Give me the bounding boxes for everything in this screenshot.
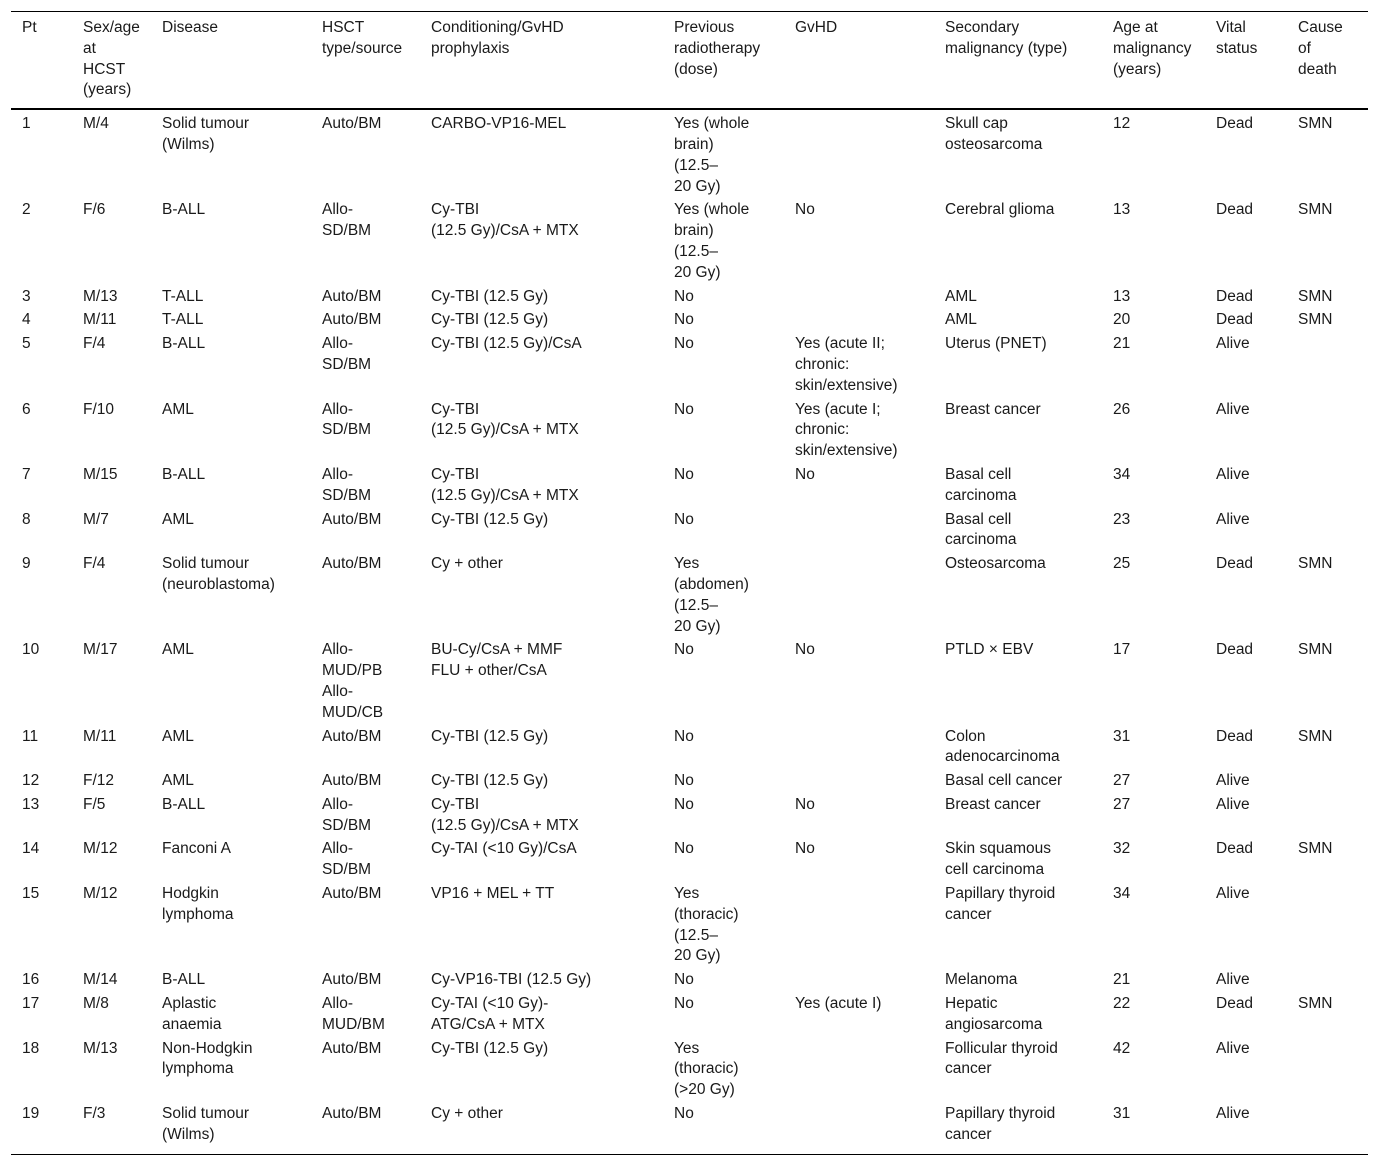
cell-cause-of-death: SMN (1298, 287, 1333, 305)
cell-radiotherapy: No (674, 311, 694, 329)
cell-cause-of-death: SMN (1298, 641, 1333, 659)
cell-secondary-malignancy: AML (945, 287, 977, 305)
cell-hsct-type: Auto/BM (322, 1105, 382, 1123)
cell-vital-status: Alive (1216, 335, 1250, 353)
cell-secondary-malignancy: Uterus (PNET) (945, 335, 1047, 353)
cell-age-at-malignancy: 22 (1113, 995, 1131, 1013)
cell-conditioning: Cy-TBI (12.5 Gy)/CsA + MTX (431, 201, 579, 240)
table-container (11, 11, 1368, 1155)
table-body (11, 109, 1368, 1154)
cell-sex-age: M/15 (83, 465, 118, 483)
table-row (11, 551, 1368, 637)
cell-secondary-malignancy: Skin squamous cell carcinoma (945, 840, 1051, 879)
table-header (11, 12, 1368, 110)
cell-radiotherapy: Yes (abdomen) (12.5– 20 Gy) (674, 555, 749, 635)
cell-gvhd: No (795, 795, 815, 813)
cell-cause-of-death: SMN (1298, 727, 1333, 745)
cell-conditioning: Cy-TBI (12.5 Gy) (431, 287, 549, 305)
cell-secondary-malignancy: Basal cell carcinoma (945, 510, 1017, 549)
column-header-radiotherapy: Previous radiotherapy (dose) (663, 12, 784, 110)
cell-pt: 3 (22, 287, 31, 305)
cell-vital-status: Dead (1216, 201, 1254, 219)
table-row (11, 507, 1368, 552)
cell-pt: 15 (22, 885, 40, 903)
table-row (11, 724, 1368, 769)
column-header-secondary-malignancy: Secondary malignancy (type) (934, 12, 1102, 110)
cell-hsct-type: Auto/BM (322, 311, 382, 329)
cell-sex-age: M/7 (83, 510, 109, 528)
column-header-gvhd: GvHD (784, 12, 934, 110)
cell-disease: AML (162, 772, 194, 790)
cell-cause-of-death (1287, 507, 1368, 552)
cell-disease: Fanconi A (162, 840, 231, 858)
cell-pt: 6 (22, 400, 31, 418)
table-row (11, 197, 1368, 283)
cell-age-at-malignancy: 34 (1113, 465, 1131, 483)
cell-radiotherapy: Yes (thoracic) (>20 Gy) (674, 1039, 739, 1099)
cell-conditioning: VP16 + MEL + TT (431, 885, 555, 903)
cell-vital-status: Alive (1216, 510, 1250, 528)
cell-hsct-type: Auto/BM (322, 772, 382, 790)
cell-age-at-malignancy: 12 (1113, 115, 1131, 133)
column-header-hsct-type: HSCT type/source (311, 12, 420, 110)
table-row (11, 768, 1368, 792)
cell-gvhd (784, 284, 934, 308)
cell-vital-status: Dead (1216, 311, 1254, 329)
cell-age-at-malignancy: 21 (1113, 971, 1131, 989)
cell-gvhd (784, 551, 934, 637)
cell-pt: 7 (22, 465, 31, 483)
table-row (11, 792, 1368, 837)
cell-vital-status: Alive (1216, 1105, 1250, 1123)
cell-hsct-type: Allo- SD/BM (322, 400, 372, 439)
cell-pt: 18 (22, 1039, 40, 1057)
cell-disease: B-ALL (162, 465, 206, 483)
cell-gvhd (784, 1101, 934, 1154)
cell-sex-age: M/13 (83, 287, 118, 305)
cell-conditioning: Cy-VP16-TBI (12.5 Gy) (431, 971, 592, 989)
cell-pt: 1 (22, 115, 31, 133)
column-header-disease: Disease (151, 12, 311, 110)
table-row (11, 284, 1368, 308)
cell-sex-age: F/4 (83, 335, 106, 353)
column-header-sex-age: Sex/age at HCST (years) (72, 12, 151, 110)
cell-radiotherapy: No (674, 465, 694, 483)
cell-disease: B-ALL (162, 971, 206, 989)
cell-pt: 2 (22, 201, 31, 219)
cell-secondary-malignancy: PTLD × EBV (945, 641, 1034, 659)
cell-conditioning: Cy-TBI (12.5 Gy) (431, 311, 549, 329)
cell-secondary-malignancy: Breast cancer (945, 795, 1041, 813)
cell-disease: B-ALL (162, 335, 206, 353)
cell-sex-age: M/11 (83, 727, 117, 745)
cell-cause-of-death (1287, 1036, 1368, 1101)
cell-sex-age: F/4 (83, 555, 106, 573)
cell-disease: B-ALL (162, 201, 206, 219)
table-row (11, 991, 1368, 1036)
cell-age-at-malignancy: 27 (1113, 795, 1131, 813)
cell-hsct-type: Allo- SD/BM (322, 465, 372, 504)
cell-secondary-malignancy: Cerebral glioma (945, 201, 1055, 219)
cell-age-at-malignancy: 25 (1113, 555, 1131, 573)
cell-radiotherapy: No (674, 400, 694, 418)
cell-conditioning: Cy-TBI (12.5 Gy) (431, 772, 549, 790)
cell-vital-status: Alive (1216, 465, 1250, 483)
cell-conditioning: Cy-TBI (12.5 Gy) (431, 727, 549, 745)
cell-cause-of-death (1287, 768, 1368, 792)
cell-secondary-malignancy: Papillary thyroid cancer (945, 885, 1056, 923)
cell-gvhd: Yes (acute II; chronic: skin/extensive) (795, 335, 898, 394)
cell-gvhd (784, 307, 934, 331)
cell-pt: 12 (22, 772, 40, 790)
table-row (11, 1036, 1368, 1101)
cell-sex-age: F/6 (83, 201, 106, 219)
cell-gvhd: Yes (acute I; chronic: skin/extensive) (795, 400, 898, 460)
table-row (11, 331, 1368, 396)
cell-hsct-type: Auto/BM (322, 287, 382, 305)
cell-cause-of-death (1287, 792, 1368, 837)
table-row (11, 1101, 1368, 1154)
cell-radiotherapy: No (674, 287, 694, 305)
cell-cause-of-death (1287, 967, 1368, 991)
cell-gvhd (784, 881, 934, 967)
table-row (11, 397, 1368, 462)
cell-cause-of-death (1287, 1101, 1368, 1154)
cell-radiotherapy: Yes (whole brain) (12.5– 20 Gy) (674, 115, 750, 195)
cell-age-at-malignancy: 42 (1113, 1039, 1131, 1057)
cell-conditioning: Cy + other (431, 555, 503, 573)
cell-pt: 8 (22, 510, 31, 528)
cell-hsct-type: Allo- SD/BM (322, 795, 372, 834)
column-header-pt: Pt (11, 12, 72, 110)
cell-secondary-malignancy: Follicular thyroid cancer (945, 1039, 1058, 1078)
cell-secondary-malignancy: Colon adenocarcinoma (945, 727, 1060, 766)
cell-radiotherapy: No (674, 1105, 694, 1123)
cell-secondary-malignancy: Papillary thyroid cancer (945, 1105, 1056, 1143)
cell-radiotherapy: No (674, 840, 694, 858)
cell-radiotherapy: No (674, 772, 694, 790)
cell-sex-age: M/11 (83, 311, 117, 329)
cell-vital-status: Alive (1216, 885, 1250, 903)
cell-age-at-malignancy: 17 (1113, 641, 1131, 659)
cell-gvhd (784, 967, 934, 991)
cell-secondary-malignancy: Melanoma (945, 971, 1018, 989)
cell-pt: 4 (22, 311, 31, 329)
cell-disease: Hodgkin lymphoma (162, 885, 234, 923)
cell-pt: 14 (22, 840, 40, 858)
cell-conditioning: Cy-TBI (12.5 Gy) (431, 510, 549, 528)
cell-disease: T-ALL (162, 287, 204, 305)
column-header-cause-of-death: Cause of death (1287, 12, 1368, 110)
cell-secondary-malignancy: Basal cell cancer (945, 772, 1063, 790)
cell-conditioning: Cy-TBI (12.5 Gy)/CsA (431, 335, 582, 353)
cell-sex-age: F/10 (83, 400, 115, 418)
cell-cause-of-death: SMN (1298, 555, 1333, 573)
cell-conditioning: Cy-TBI (12.5 Gy)/CsA + MTX (431, 400, 579, 439)
cell-cause-of-death (1287, 331, 1368, 396)
cell-hsct-type: Auto/BM (322, 971, 382, 989)
cell-pt: 17 (22, 995, 40, 1013)
cell-pt: 19 (22, 1105, 40, 1123)
cell-hsct-type: Auto/BM (322, 727, 382, 745)
cell-vital-status: Alive (1216, 400, 1250, 418)
cell-radiotherapy: No (674, 335, 694, 353)
cell-vital-status: Dead (1216, 840, 1254, 858)
cell-disease: Solid tumour (Wilms) (162, 1105, 250, 1143)
cell-sex-age: M/8 (83, 995, 109, 1013)
cell-cause-of-death (1287, 881, 1368, 967)
cell-conditioning: Cy-TBI (12.5 Gy)/CsA + MTX (431, 465, 579, 504)
cell-disease: Aplastic anaemia (162, 995, 222, 1033)
cell-age-at-malignancy: 31 (1113, 1105, 1131, 1123)
cell-vital-status: Alive (1216, 971, 1250, 989)
cell-vital-status: Dead (1216, 115, 1254, 133)
cell-conditioning: Cy-TBI (12.5 Gy)/CsA + MTX (431, 795, 579, 834)
cell-cause-of-death: SMN (1298, 311, 1333, 329)
cell-gvhd: No (795, 840, 815, 858)
cell-gvhd: No (795, 641, 815, 659)
header-row (11, 12, 1368, 110)
cell-conditioning: BU-Cy/CsA + MMF FLU + other/CsA (431, 641, 563, 680)
cell-sex-age: F/12 (83, 772, 115, 790)
cell-cause-of-death (1287, 462, 1368, 507)
cell-age-at-malignancy: 13 (1113, 287, 1131, 305)
cell-cause-of-death: SMN (1298, 115, 1333, 133)
cell-hsct-type: Allo- SD/BM (322, 840, 372, 879)
cell-secondary-malignancy: AML (945, 311, 977, 329)
table-row (11, 836, 1368, 881)
cell-sex-age: M/12 (83, 840, 118, 858)
secondary-malignancy-table (11, 11, 1368, 1155)
cell-secondary-malignancy: Osteosarcoma (945, 555, 1046, 573)
cell-secondary-malignancy: Hepatic angiosarcoma (945, 995, 1043, 1033)
cell-secondary-malignancy: Breast cancer (945, 400, 1041, 418)
cell-cause-of-death: SMN (1298, 840, 1333, 858)
cell-cause-of-death: SMN (1298, 201, 1333, 219)
cell-sex-age: M/12 (83, 885, 118, 903)
cell-cause-of-death: SMN (1298, 995, 1333, 1013)
cell-gvhd (784, 724, 934, 769)
cell-radiotherapy: Yes (whole brain) (12.5– 20 Gy) (674, 201, 750, 281)
cell-age-at-malignancy: 13 (1113, 201, 1131, 219)
table-row (11, 462, 1368, 507)
cell-gvhd (784, 768, 934, 792)
table-row (11, 881, 1368, 967)
cell-age-at-malignancy: 23 (1113, 510, 1131, 528)
cell-sex-age: M/14 (83, 971, 118, 989)
cell-disease: Solid tumour (Wilms) (162, 115, 250, 153)
cell-age-at-malignancy: 21 (1113, 335, 1131, 353)
cell-disease: B-ALL (162, 795, 206, 813)
cell-disease: Non-Hodgkin lymphoma (162, 1039, 253, 1078)
cell-age-at-malignancy: 27 (1113, 772, 1131, 790)
cell-hsct-type: Allo- SD/BM (322, 335, 372, 373)
cell-pt: 11 (22, 727, 39, 745)
cell-radiotherapy: No (674, 727, 694, 745)
cell-sex-age: F/3 (83, 1105, 106, 1123)
cell-conditioning: Cy-TBI (12.5 Gy) (431, 1039, 549, 1057)
table-row (11, 967, 1368, 991)
cell-cause-of-death (1287, 397, 1368, 462)
cell-vital-status: Dead (1216, 727, 1254, 745)
cell-hsct-type: Auto/BM (322, 510, 382, 528)
cell-hsct-type: Auto/BM (322, 115, 382, 133)
cell-hsct-type: Allo- SD/BM (322, 201, 372, 240)
cell-hsct-type: Allo- MUD/PB Allo- MUD/CB (322, 641, 384, 721)
cell-radiotherapy: No (674, 795, 694, 813)
cell-disease: Solid tumour (neuroblastoma) (162, 555, 275, 593)
cell-disease: AML (162, 641, 194, 659)
cell-gvhd (784, 1036, 934, 1101)
cell-sex-age: M/17 (83, 641, 118, 659)
cell-gvhd: Yes (acute I) (795, 995, 882, 1013)
column-header-vital-status: Vital status (1205, 12, 1287, 110)
cell-conditioning: Cy-TAI (<10 Gy)- ATG/CsA + MTX (431, 995, 549, 1033)
cell-age-at-malignancy: 20 (1113, 311, 1131, 329)
cell-age-at-malignancy: 26 (1113, 400, 1131, 418)
table-row (11, 637, 1368, 723)
cell-disease: AML (162, 510, 194, 528)
cell-age-at-malignancy: 31 (1113, 727, 1131, 745)
cell-sex-age: M/13 (83, 1039, 118, 1057)
cell-vital-status: Dead (1216, 641, 1254, 659)
cell-vital-status: Alive (1216, 795, 1250, 813)
cell-pt: 16 (22, 971, 40, 989)
cell-pt: 13 (22, 795, 40, 813)
cell-conditioning: Cy-TAI (<10 Gy)/CsA (431, 840, 577, 858)
cell-hsct-type: Auto/BM (322, 1039, 382, 1057)
column-header-conditioning: Conditioning/GvHD prophylaxis (420, 12, 663, 110)
column-header-age-at-malignancy: Age at malignancy (years) (1102, 12, 1205, 110)
cell-radiotherapy: No (674, 510, 694, 528)
cell-radiotherapy: No (674, 641, 694, 659)
cell-secondary-malignancy: Basal cell carcinoma (945, 465, 1017, 504)
cell-vital-status: Dead (1216, 995, 1254, 1013)
cell-radiotherapy: No (674, 995, 694, 1013)
cell-vital-status: Alive (1216, 1039, 1250, 1057)
cell-conditioning: CARBO-VP16-MEL (431, 115, 567, 133)
cell-hsct-type: Auto/BM (322, 885, 382, 903)
cell-disease: T-ALL (162, 311, 204, 329)
cell-gvhd (784, 507, 934, 552)
cell-disease: AML (162, 400, 194, 418)
cell-hsct-type: Auto/BM (322, 555, 382, 573)
cell-radiotherapy: No (674, 971, 694, 989)
cell-age-at-malignancy: 34 (1113, 885, 1131, 903)
cell-gvhd: No (795, 465, 815, 483)
cell-vital-status: Alive (1216, 772, 1250, 790)
cell-sex-age: F/5 (83, 795, 106, 813)
cell-conditioning: Cy + other (431, 1105, 503, 1123)
cell-secondary-malignancy: Skull cap osteosarcoma (945, 115, 1043, 153)
cell-radiotherapy: Yes (thoracic) (12.5– 20 Gy) (674, 885, 739, 965)
cell-vital-status: Dead (1216, 555, 1254, 573)
cell-vital-status: Dead (1216, 287, 1254, 305)
cell-gvhd (784, 109, 934, 197)
cell-pt: 5 (22, 335, 31, 353)
cell-age-at-malignancy: 32 (1113, 840, 1131, 858)
table-row (11, 109, 1368, 197)
cell-hsct-type: Allo- MUD/BM (322, 995, 385, 1033)
cell-pt: 9 (22, 555, 31, 573)
table-row (11, 307, 1368, 331)
cell-disease: AML (162, 727, 194, 745)
cell-pt: 10 (22, 641, 40, 659)
cell-gvhd: No (795, 201, 815, 219)
cell-sex-age: M/4 (83, 115, 109, 133)
